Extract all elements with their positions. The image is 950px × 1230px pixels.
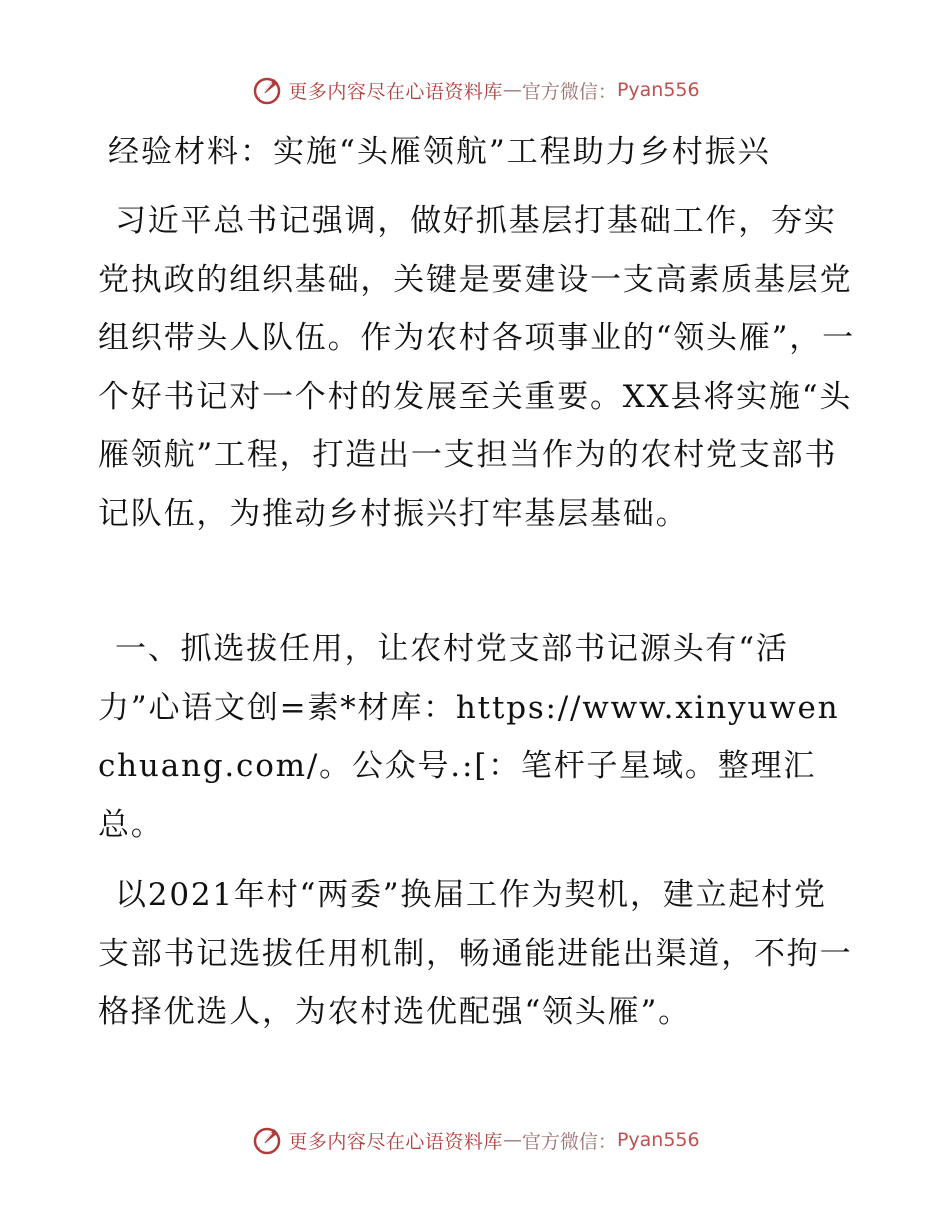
banner-dash: — [502,79,522,101]
banner-official-label: 官方微信： [521,80,617,103]
document-title: 经验材料：实施“头雁领航”工程助力乡村振兴 [108,134,771,170]
banner-site-text: 更多内容尽在心语资料库 [288,80,503,103]
banner-wechat-id: Pyan556 [616,1129,700,1151]
banner-dash: — [502,1129,522,1151]
banner-site-text: 更多内容尽在心语资料库 [288,1130,503,1153]
banner-official-label: 官方微信： [521,1130,617,1153]
paragraph-intro: 习近平总书记强调，做好抓基层打基础工作，夯实党执政的组织基础，关键是要建设一支高素质基层党组织带头人队伍。作为农村各项事业的“领头雁”，一个好书记对一个村的发展至关重要。XX县将实施“头雁领航”工程，打造出一支担当作为的农村党支部书记队伍，为推动乡村振兴打牢基层基础。 [98,203,855,532]
paragraph-section-heading: 一、抓选拔任用，让农村党支部书记源头有“活力”心语文创=素*材库：https://www.xinyuwenchuang.com/。公众号.:[：笔杆子星域。整理汇总。 [98,631,840,843]
feather-pen-logo-icon [250,73,284,107]
footer-banner [0,1120,950,1160]
header-banner [0,70,950,110]
feather-pen-logo-icon [250,1123,284,1157]
paragraph-body: 以2021年村“两委”换届工作为契机，建立起村党支部书记选拔任用机制，畅通能进能出渠道，不拘一格择优选人，为农村选优配强“领头雁”。 [98,877,853,1030]
banner-wechat-id: Pyan556 [616,79,700,101]
